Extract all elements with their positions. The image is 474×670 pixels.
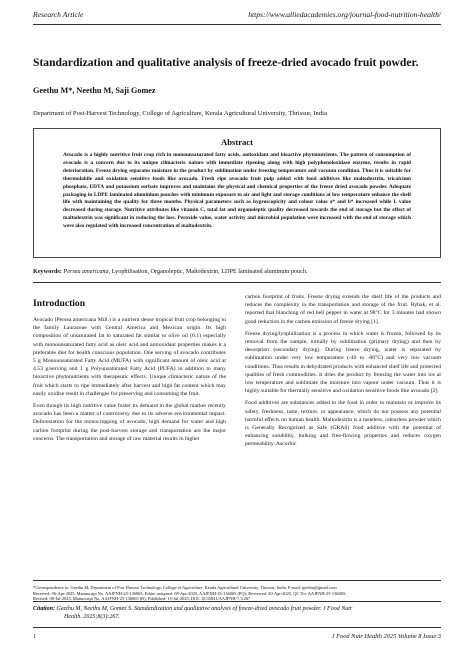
- abstract-text: Avocado is a highly nutritive fruit crop rich in monounsaturated fatty acids, antioxidant and bioactive phytonutrients. The pattern of consumption of avocado is a concern due to its unique climacteric nature with immediate ripening along with high polyphenoloxidase enzyme, results in rapid deterioration. Freeze drying separates moisture in the product by sublimation under freezing temperature and vacuum condition. Thus it is suitable for thermolabile and oxidation sensitive foods like avocado. Fresh ripe avocado fruit pulp added with food additives like maltodextrin, tricalcium phosphate, EDTA and potassium sorbate improves and maintains the physical and chemical properties of the freeze dried avocado powder. Adequate packaging in LDPE laminated aluminium pouches with minimum exposure to air and light and storage conditions at low temperature enhance the shelf life with maintaining the quality for three months. Physical parameters such as hygroscopicity and colour value a* and b* increased while L value decreased during storage. Nutritive attributes like vitamin C, total fat and organoleptic quality decreased towards the end of storage but the effect of maltodextrin was significant in reducing the loss. Peroxide value, water activity and microbial population were increased with the end of storage which were also regulated with increased concentration of maltodextrin.: [63, 152, 411, 230]
- abstract-heading: Abstract: [221, 137, 253, 147]
- footnote-divider: [33, 580, 441, 581]
- page-number: 1: [33, 633, 37, 640]
- correspondence-note: *Correspondence to: Geethu M, Department of Post Harvest Technology, College of Agriculture, Kerala Agricultural University, Thrissur, India, E-mail: geethu@gmail.com: [33, 585, 337, 590]
- paragraph: Avocado (Persea americana Mill.) is a nutrient dense tropical fruit crop belonging to the family Lauraceae with Central America and Mexican origin. Its high composition of unsaturated fat to saturated fat similar to olive oil (6:1) especially with monounsaturated fatty acid as oleic acid and antioxidant properties makes it a preferable diet for health conscious population. One serving of avocado contributes 5 g Monounsaturated Fatty Acid (MUFA) with significant amount of oleic acid at 4.53 g/serving and 1 g Polyunsaturated Fatty Acid (PUFA) in addition to many bioactive phytonutrients with therapeutic effects. Unique climacteric nature of the fruit which starts to ripe immediately after harvest and high fat content which may easily oxidise result in challenges for preserving and consuming the fruit.: [33, 317, 226, 397]
- citation-text: Geethu M, Neethu M, Gomez S. Standardization and qualitative analysis of freeze-dried avocado fruit powder. J Food Nutr: [56, 606, 353, 612]
- journal-reference: J Food Nutr Health 2025 Volume 8 Issue 3: [331, 633, 441, 640]
- citation-label: Citation:: [33, 606, 56, 612]
- page-header: [33, 10, 441, 24]
- header-divider: [33, 24, 441, 25]
- keywords: [33, 268, 441, 275]
- citation-bottom-divider: [33, 627, 441, 628]
- revised-note: Revised: 08-Jul-2025, Manuscript No. AAJFNH-25-136065 (R); Published: 15-Jul-2025, DOI: 10.35841/AAJFNH-7.3.267: [33, 596, 251, 602]
- citation: [33, 605, 441, 621]
- paragraph: carbon footprint of fruits. Freeze drying extends the shelf life of the products and reduces the complexity in the transportation and storage of the fruit. Rybak, et al. reported that blanching of red bell pepper in water at 98°C for 3 minutes had shown good reduction in the carbon emission of freeze drying [1].: [245, 294, 441, 325]
- citation-divider: [33, 601, 441, 602]
- footnotes: [33, 585, 441, 602]
- article-title: Standardization and qualitative analysis of freeze-dried avocado fruit powder.: [33, 56, 419, 69]
- paragraph: Freeze drying/lyophilisation is a process in which water is frozen, followed by its removal from the sample, initially by sublimation (primary drying) and then by desorption (secondary drying). During freeze drying, water is separated by sublimation under very low temperature (-40 to -80°C) and very low vacuum conditions. Thus results in dehydrated products with enhanced shelf life and protected qualities of fresh commodities. It dries the product by freezing the water into ice at low temperature and sublimate the moisture into vapour under vacuum. Thus it is highly suitable for thermally sensitive and oxidation sensitive foods like avocado [2].: [245, 330, 441, 395]
- keywords-divider: [33, 282, 441, 283]
- paragraph: Food additives are substances added to the food in order to maintain or improve its safety, freshness, taste, texture, or appearance, which do not possess any potential harmful effects on human health. Maltodextrin is a tasteless, odourless powder which is Generally Recognized as Safe (GRAS) food additive with the potential of enhancing solubility, bulking and free-flowing properties and reduces oxygen permeability. Ascorbic: [245, 400, 441, 448]
- left-column: [33, 316, 226, 447]
- citation-text-cont: Health. 2025;8(3):267.: [64, 614, 120, 620]
- keywords-label: Keywords:: [33, 268, 62, 275]
- affiliation: Department of Post-Harvest Technology, College of Agriculture, Kerala Agricultural University, Thrissur, India: [33, 110, 327, 117]
- keywords-list: , Lyophilisation, Organoleptic, Maltodextrin, LDPE laminated aluminum pouch.: [108, 268, 308, 275]
- authors: Geethu M*, Neethu M, Saji Gomez: [33, 86, 156, 95]
- article-type: Research Article: [33, 10, 84, 19]
- received-note: Received: 06-Apr-2025, Manuscript No. AAJFNH-25-136065; Editor assigned: 08-Apr-2025, AAJFNH-25-136065 (PQ); Reviewed: 20-Apr-2025, QC No. AAJFNH-25-136065;: [33, 590, 347, 596]
- right-column: [245, 293, 441, 453]
- paragraph: Even though its high nutritive value foster its demand in the global market recently avocado has been a matter of controversy due to its adverse environmental impact. Deforestation for the monocropping of avocado, high demand for water and high carbon footprint during the post-harvest storage and transportation are the major concerns. The transportation and storage of raw material results in higher: [33, 403, 226, 442]
- journal-url-link[interactable]: https://www.alliedacademies.org/journal-food-nutrition-health/: [248, 10, 441, 19]
- introduction-heading: Introduction: [33, 298, 86, 309]
- keywords-italic: Persea americana: [63, 268, 109, 275]
